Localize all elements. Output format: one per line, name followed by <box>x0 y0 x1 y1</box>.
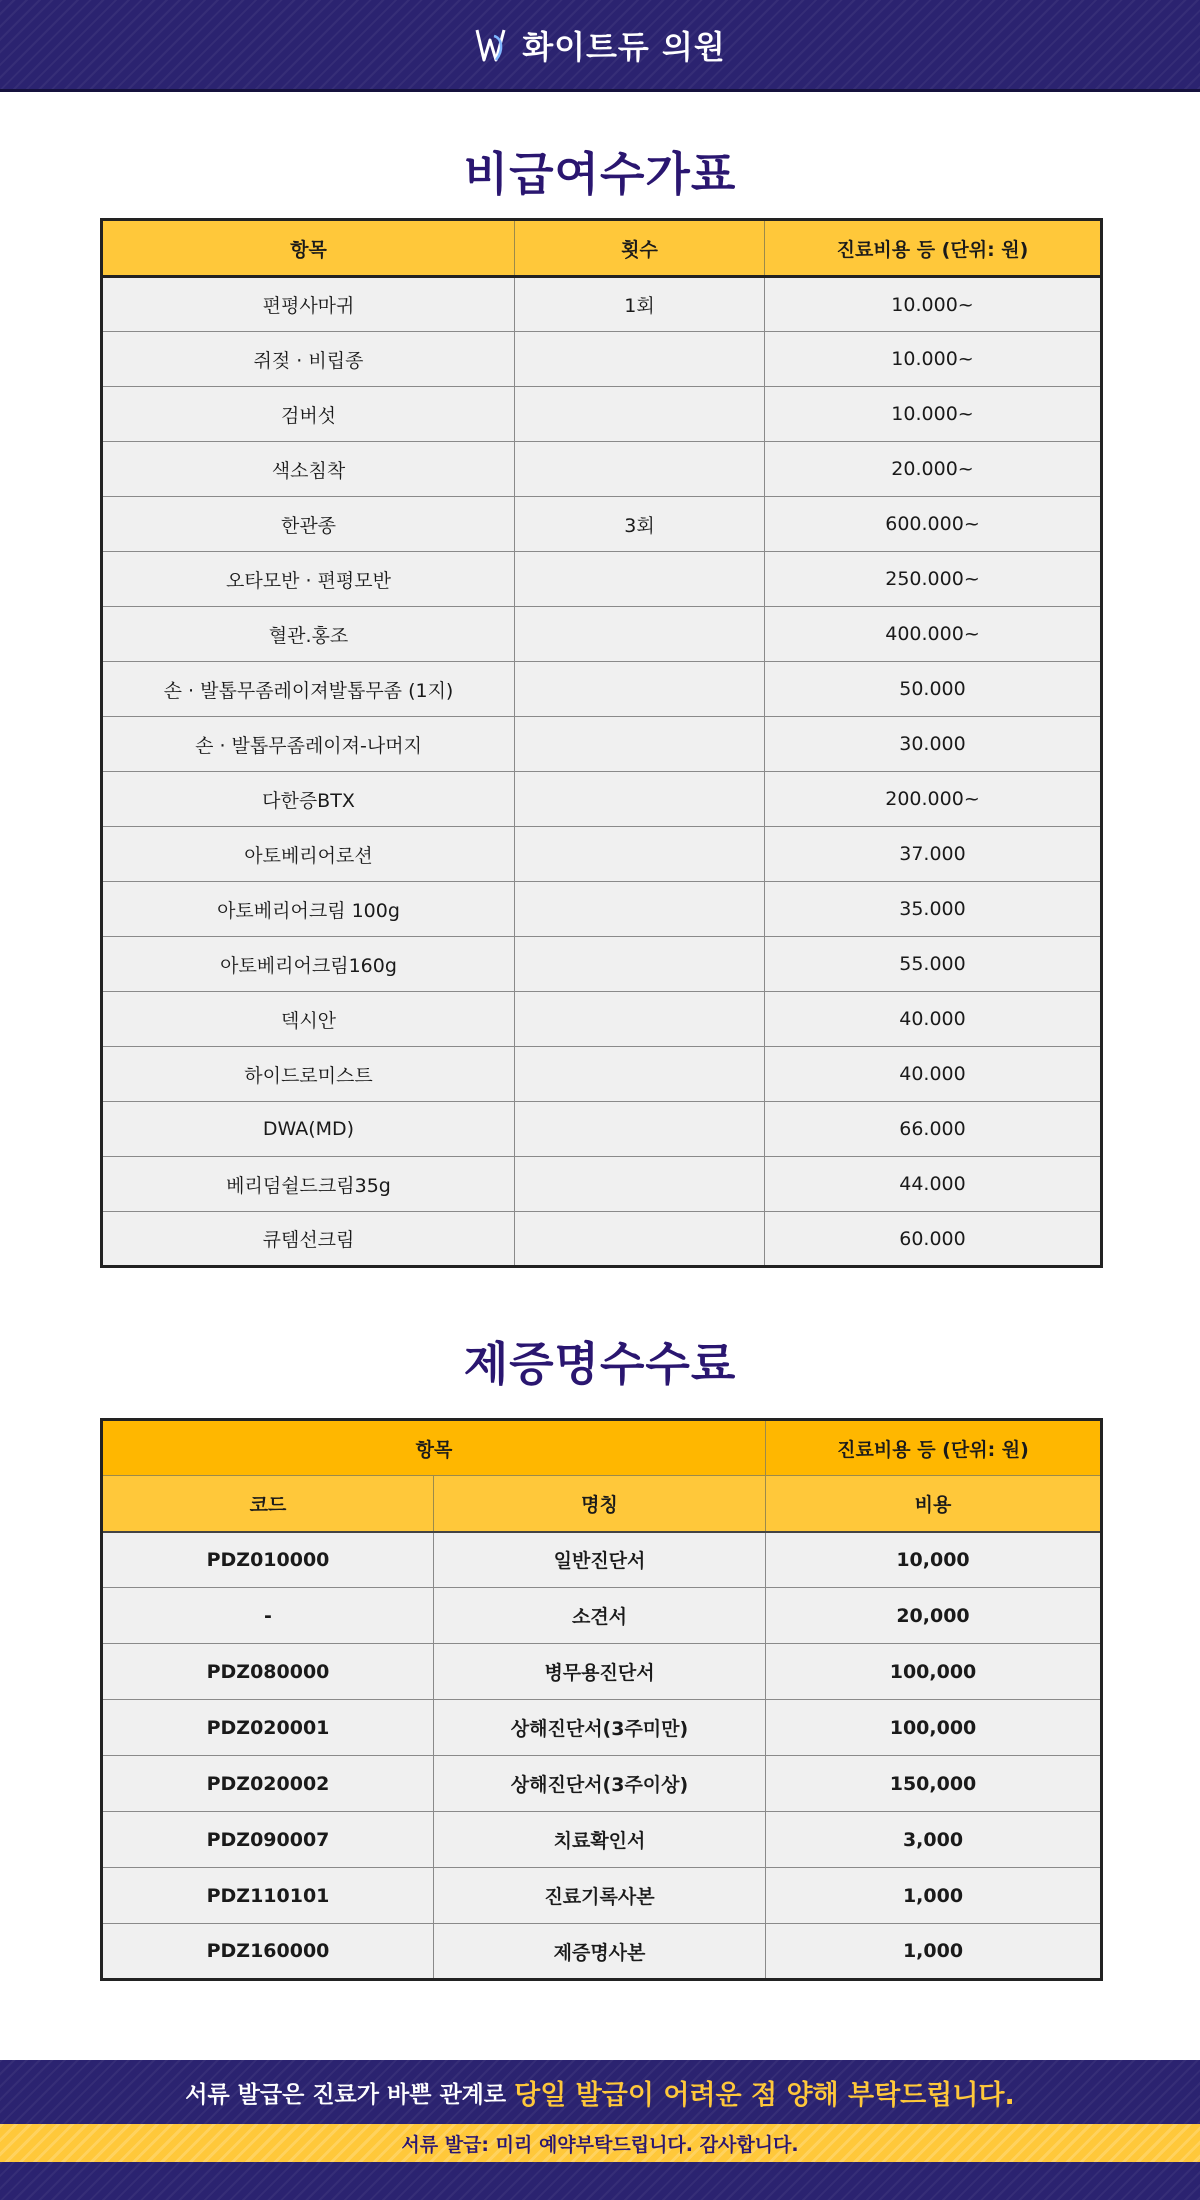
count-cell: 1회 <box>515 277 765 332</box>
table-row <box>102 1102 1102 1157</box>
cost-cell: 200.000~ <box>765 772 1102 827</box>
group-header-cost: 진료비용 등 (단위: 원) <box>766 1420 1102 1476</box>
item-cell: 다한증BTX <box>102 772 515 827</box>
item-cell: 베리덤쉴드크림35g <box>102 1157 515 1212</box>
cost-cell: 30.000 <box>765 717 1102 772</box>
table-row <box>102 1644 1102 1700</box>
table-row <box>102 332 1102 387</box>
fee-cell: 3,000 <box>766 1812 1102 1868</box>
reservation-band <box>0 2124 1200 2162</box>
cost-cell: 10.000~ <box>765 277 1102 332</box>
table-row <box>102 1588 1102 1644</box>
notice-lead-text: 서류 발급은 진료가 바쁜 관계로 <box>185 2081 507 2108</box>
name-cell: 상해진단서(3주미만) <box>434 1700 766 1756</box>
count-cell <box>515 552 765 607</box>
code-cell: PDZ080000 <box>102 1644 434 1700</box>
table-row <box>102 1532 1102 1588</box>
code-cell: - <box>102 1588 434 1644</box>
item-cell: 큐템선크림 <box>102 1212 515 1267</box>
item-cell: 아토베리어크림 100g <box>102 882 515 937</box>
count-cell <box>515 1102 765 1157</box>
cert-table-title: 제증명수수료 <box>463 1337 737 1391</box>
table-row <box>102 552 1102 607</box>
item-cell: 아토베리어크림160g <box>102 937 515 992</box>
fee-cell: 10,000 <box>766 1532 1102 1588</box>
table-row <box>102 1047 1102 1102</box>
table-row <box>102 497 1102 552</box>
cost-cell: 44.000 <box>765 1157 1102 1212</box>
item-cell: 하이드로미스트 <box>102 1047 515 1102</box>
count-cell: 3회 <box>515 497 765 552</box>
column-header-name: 명칭 <box>434 1476 766 1532</box>
count-cell <box>515 662 765 717</box>
item-cell: 혈관.홍조 <box>102 607 515 662</box>
cost-cell: 35.000 <box>765 882 1102 937</box>
fee-table <box>100 218 1103 1268</box>
cert-table-header-row <box>102 1476 1102 1532</box>
table-row <box>102 1157 1102 1212</box>
count-cell <box>515 882 765 937</box>
item-cell: DWA(MD) <box>102 1102 515 1157</box>
count-cell <box>515 607 765 662</box>
fee-cell: 1,000 <box>766 1868 1102 1924</box>
cert-fee-table <box>100 1418 1103 1981</box>
item-cell: 손 · 발톱무좀레이져발톱무좀 (1지) <box>102 662 515 717</box>
footer-notice-line <box>0 2060 1200 2124</box>
count-cell <box>515 1212 765 1267</box>
table-row <box>102 827 1102 882</box>
item-cell: 쥐젖 · 비립종 <box>102 332 515 387</box>
count-cell <box>515 827 765 882</box>
cost-cell: 250.000~ <box>765 552 1102 607</box>
count-cell <box>515 1047 765 1102</box>
column-header-code: 코드 <box>102 1476 434 1532</box>
cost-cell: 600.000~ <box>765 497 1102 552</box>
fee-table-title: 비급여수가표 <box>463 147 737 201</box>
count-cell <box>515 332 765 387</box>
table-row <box>102 607 1102 662</box>
name-cell: 진료기록사본 <box>434 1868 766 1924</box>
item-cell: 오타모반 · 편평모반 <box>102 552 515 607</box>
reservation-notice-text: 서류 발급: 미리 예약부탁드립니다. 감사합니다. <box>401 2133 799 2156</box>
cost-cell: 40.000 <box>765 1047 1102 1102</box>
code-cell: PDZ090007 <box>102 1812 434 1868</box>
name-cell: 병무용진단서 <box>434 1644 766 1700</box>
table-row <box>102 662 1102 717</box>
table-row <box>102 387 1102 442</box>
cost-cell: 50.000 <box>765 662 1102 717</box>
table-row <box>102 277 1102 332</box>
group-header-item: 항목 <box>102 1420 766 1476</box>
fee-cell: 150,000 <box>766 1756 1102 1812</box>
cost-cell: 40.000 <box>765 992 1102 1047</box>
clinic-name: 화이트듀 의원 <box>522 27 726 66</box>
cost-cell: 66.000 <box>765 1102 1102 1157</box>
item-cell: 덱시안 <box>102 992 515 1047</box>
table-row <box>102 1700 1102 1756</box>
count-cell <box>515 992 765 1047</box>
name-cell: 제증명사본 <box>434 1924 766 1980</box>
table-row <box>102 1812 1102 1868</box>
count-cell <box>515 1157 765 1212</box>
item-cell: 색소침착 <box>102 442 515 497</box>
count-cell <box>515 442 765 497</box>
wh-monogram-logo-icon <box>474 26 508 64</box>
table-row <box>102 1924 1102 1980</box>
table-row <box>102 937 1102 992</box>
item-cell: 손 · 발톱무좀레이져-나머지 <box>102 717 515 772</box>
cost-cell: 60.000 <box>765 1212 1102 1267</box>
count-cell <box>515 772 765 827</box>
table-row <box>102 1756 1102 1812</box>
cost-cell: 37.000 <box>765 827 1102 882</box>
item-cell: 한관종 <box>102 497 515 552</box>
notice-highlight-text: 당일 발급이 어려운 점 양해 부탁드립니다. <box>514 2079 1015 2111</box>
cert-table-group-header-row <box>102 1420 1102 1476</box>
cost-cell: 400.000~ <box>765 607 1102 662</box>
fee-cell: 100,000 <box>766 1644 1102 1700</box>
name-cell: 일반진단서 <box>434 1532 766 1588</box>
cost-cell: 10.000~ <box>765 387 1102 442</box>
code-cell: PDZ020002 <box>102 1756 434 1812</box>
fee-cell: 100,000 <box>766 1700 1102 1756</box>
fee-cell: 20,000 <box>766 1588 1102 1644</box>
name-cell: 소견서 <box>434 1588 766 1644</box>
clinic-logo[interactable] <box>474 22 726 68</box>
table-row <box>102 442 1102 497</box>
site-header <box>0 0 1200 92</box>
table-row <box>102 1212 1102 1267</box>
table-row <box>102 1868 1102 1924</box>
item-cell: 편평사마귀 <box>102 277 515 332</box>
footer-notice <box>0 2060 1200 2200</box>
count-cell <box>515 717 765 772</box>
count-cell <box>515 937 765 992</box>
table-row <box>102 882 1102 937</box>
table-row <box>102 992 1102 1047</box>
cost-cell: 20.000~ <box>765 442 1102 497</box>
item-cell: 검버섯 <box>102 387 515 442</box>
item-cell: 아토베리어로션 <box>102 827 515 882</box>
code-cell: PDZ010000 <box>102 1532 434 1588</box>
fee-cell: 1,000 <box>766 1924 1102 1980</box>
cost-cell: 55.000 <box>765 937 1102 992</box>
code-cell: PDZ020001 <box>102 1700 434 1756</box>
fee-table-header-row <box>102 220 1102 277</box>
column-header-fee: 비용 <box>766 1476 1102 1532</box>
cost-cell: 10.000~ <box>765 332 1102 387</box>
table-row <box>102 717 1102 772</box>
column-header-item: 항목 <box>102 220 515 277</box>
column-header-count: 횟수 <box>515 220 765 277</box>
name-cell: 치료확인서 <box>434 1812 766 1868</box>
count-cell <box>515 387 765 442</box>
name-cell: 상해진단서(3주이상) <box>434 1756 766 1812</box>
code-cell: PDZ110101 <box>102 1868 434 1924</box>
table-row <box>102 772 1102 827</box>
column-header-cost: 진료비용 등 (단위: 원) <box>765 220 1102 277</box>
code-cell: PDZ160000 <box>102 1924 434 1980</box>
